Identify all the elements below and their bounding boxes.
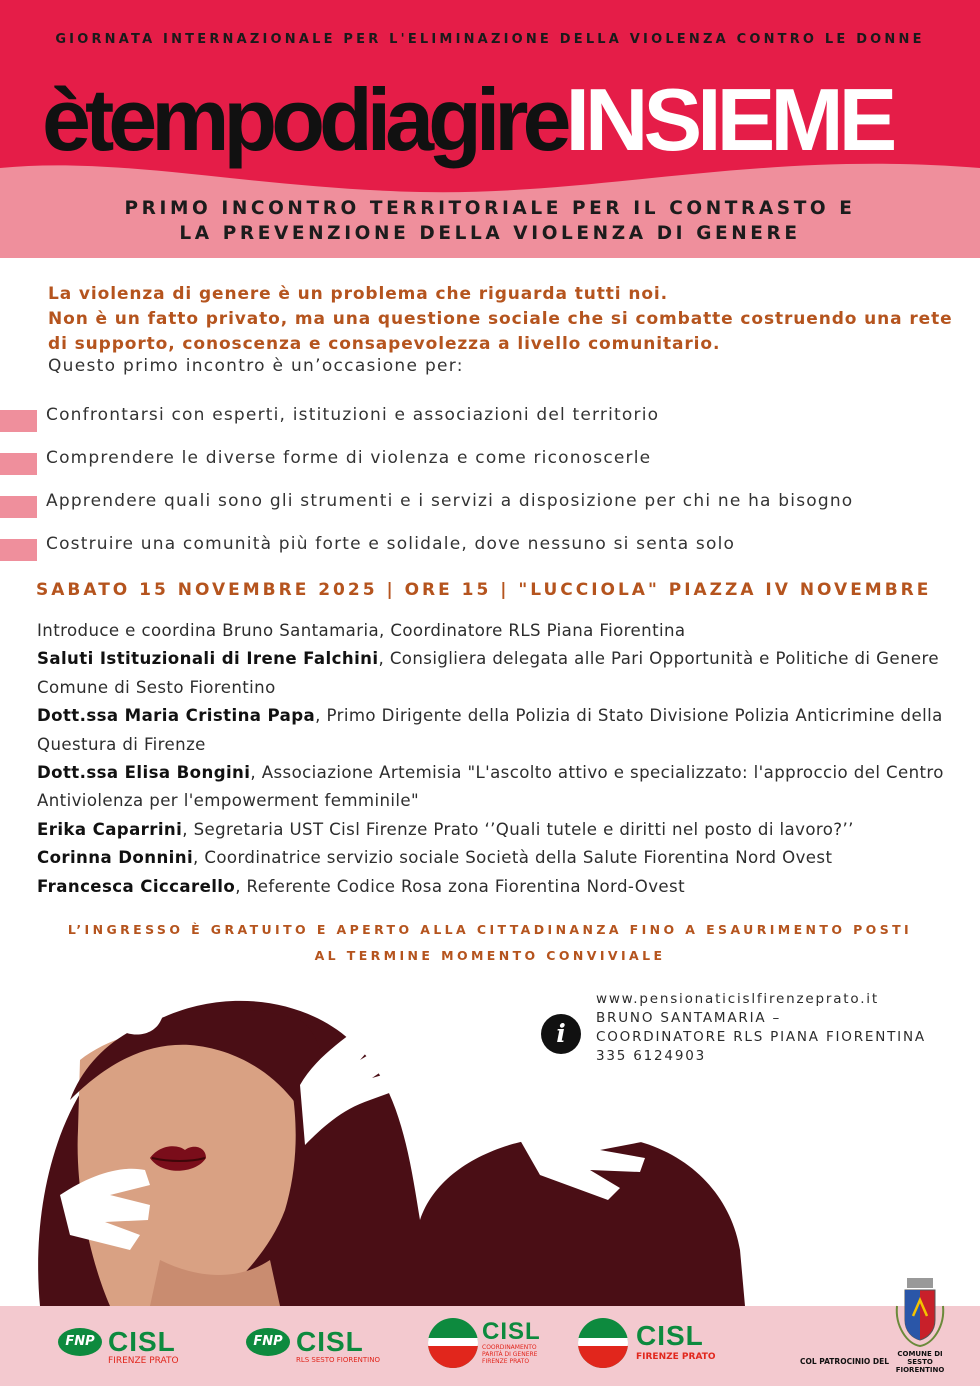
logo-sub: RLS SESTO FIORENTINO — [296, 1356, 380, 1364]
bullet-text: Costruire una comunità più forte e solidale, dove nessuno si senta solo — [46, 534, 736, 554]
speaker-role: , Coordinatrice servizio sociale Società della Salute Fiorentina Nord Ovest — [193, 848, 833, 868]
intro-text — [48, 282, 958, 357]
contact-block — [596, 990, 926, 1066]
cisl-flag-icon — [428, 1318, 478, 1368]
speaker-role: , Segretaria UST Cisl Firenze Prato ‘’Quali tutele e diritti nel posto di lavoro?’’ — [182, 819, 854, 839]
bullet-marker — [0, 496, 37, 518]
logo-cisl-coordinamento — [428, 1312, 558, 1372]
logo-name: CISL — [636, 1320, 704, 1351]
logo-sub: COORDINAMENTO PARITÀ DI GENERE FIRENZE PRATO — [482, 1344, 538, 1365]
comune-line-1: COMUNE DI — [897, 1350, 943, 1358]
bullet-marker — [0, 539, 37, 561]
contact-phone: 335 6124903 — [596, 1048, 706, 1064]
free-entry-notice: L’INGRESSO È GRATUITO E APERTO ALLA CITTADINANZA FINO A ESAURIMENTO POSTI — [67, 922, 913, 937]
speaker-item — [37, 844, 957, 872]
intro-line-2: Non è un fatto privato, ma una questione sociale che si combatte costruendo una rete di supporto, conoscenza e consapevolezza a livello comunitario. — [48, 309, 953, 354]
logo-name: CISL — [296, 1326, 364, 1357]
fnp-badge: FNP — [246, 1328, 290, 1356]
speaker-name: Corinna Donnini — [37, 848, 194, 868]
cisl-flag-icon — [578, 1318, 628, 1368]
speaker-item — [37, 816, 957, 844]
logo-name: CISL — [482, 1318, 541, 1345]
bullet-marker — [0, 453, 37, 475]
bullet-text: Confrontarsi con esperti, istituzioni e associazioni del territorio — [46, 405, 660, 425]
event-day-line: GIORNATA INTERNAZIONALE PER L'ELIMINAZIONE DELLA VIOLENZA CONTRO LE DONNE — [55, 32, 925, 47]
speaker-name: Francesca Ciccarello — [37, 876, 236, 896]
list-item — [0, 443, 980, 486]
website-link[interactable]: www.pensionaticislfirenzeprato.it — [596, 991, 879, 1007]
speaker-role: , Primo Dirigente della Polizia di Stato Divisione Polizia Anticrimine della Questura di Firenze — [37, 706, 943, 754]
info-icon: i — [541, 1014, 581, 1054]
bullet-list — [0, 400, 980, 572]
speaker-name: Saluti Istituzionali di Irene Falchini — [37, 649, 379, 669]
speaker-item — [37, 759, 957, 816]
poster-title — [42, 70, 892, 170]
title-part-1: ètempodiagire — [42, 70, 566, 169]
speaker-role: , Consigliera delegata alle Pari Opportunità e Politiche di Genere Comune di Sesto Fiorentino — [37, 649, 939, 697]
convivial-notice: AL TERMINE MOMENTO CONVIVIALE — [314, 948, 666, 963]
speaker-list — [37, 617, 957, 901]
event-date-location: SABATO 15 NOVEMBRE 2025 | ORE 15 | "LUCCIOLA" PIAZZA IV NOVEMBRE — [36, 580, 932, 600]
contact-name: BRUNO SANTAMARIA – — [596, 1010, 782, 1026]
speaker-name: Dott.ssa Maria Cristina Papa — [37, 706, 316, 726]
bullet-text: Comprendere le diverse forme di violenza e come riconoscerle — [46, 448, 652, 468]
speaker-name: Dott.ssa Elisa Bongini — [37, 763, 251, 783]
list-item — [0, 529, 980, 572]
logo-sub: FIRENZE PRATO — [108, 1356, 179, 1366]
logo-sub: FIRENZE PRATO — [636, 1352, 716, 1362]
logo-name: CISL — [108, 1326, 176, 1357]
speaker-role: , Associazione Artemisia "L'ascolto attivo e specializzato: l'approccio del Centro Antiviolenza per l'empowerment femminile" — [37, 763, 944, 811]
list-item — [0, 400, 980, 443]
logo-fnp-cisl-firenze-prato — [58, 1314, 208, 1374]
comune-crest-icon — [893, 1276, 947, 1350]
comune-line-2: SESTO FIORENTINO — [895, 1358, 945, 1374]
comune-label — [890, 1350, 950, 1374]
bullet-marker — [0, 410, 37, 432]
logo-cisl-firenze-prato — [578, 1312, 728, 1372]
logo-fnp-cisl-rls — [246, 1314, 396, 1374]
speaker-item — [37, 873, 957, 901]
intro-line-1: La violenza di genere è un problema che riguarda tutti noi. — [48, 284, 668, 304]
patronage-label: COL PATROCINIO DEL — [800, 1357, 890, 1366]
subtitle-line-1: PRIMO INCONTRO TERRITORIALE PER IL CONTRASTO E — [124, 198, 856, 219]
speaker-item — [37, 702, 957, 759]
speaker-intro: Introduce e coordina Bruno Santamaria, Coordinatore RLS Piana Fiorentina — [37, 621, 686, 640]
fnp-badge: FNP — [58, 1328, 102, 1356]
speaker-name: Erika Caparrini — [37, 819, 183, 839]
subtitle-line-2: LA PREVENZIONE DELLA VIOLENZA DI GENERE — [179, 223, 801, 244]
speaker-role: , Referente Codice Rosa zona Fiorentina Nord-Ovest — [235, 876, 685, 896]
list-item — [0, 486, 980, 529]
footer-logos — [0, 1306, 980, 1386]
title-part-2: INSIEME — [565, 70, 893, 169]
poster-subtitle — [0, 196, 980, 246]
bullet-text: Apprendere quali sono gli strumenti e i servizi a disposizione per chi ne ha bisogno — [46, 491, 854, 511]
contact-role: COORDINATORE RLS PIANA FIORENTINA — [596, 1029, 926, 1045]
speaker-item — [37, 645, 957, 702]
intro-lead: Questo primo incontro è un’occasione per: — [48, 356, 464, 376]
